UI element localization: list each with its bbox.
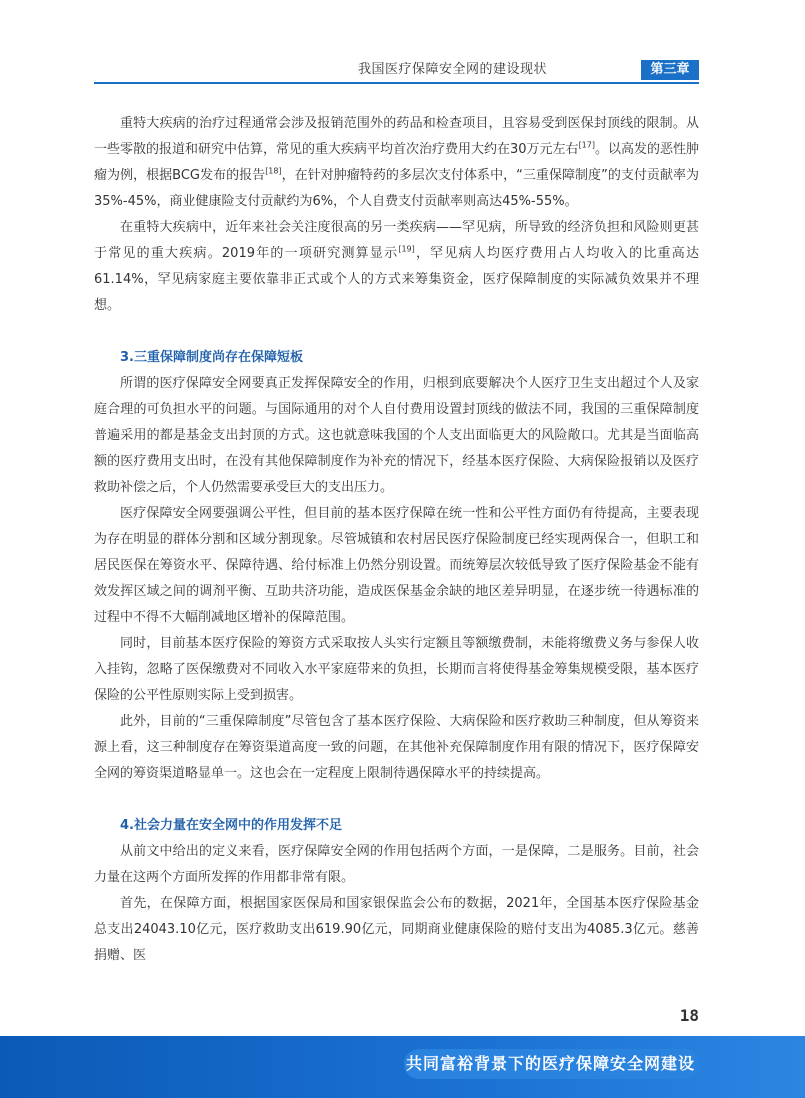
reference-18: [18]: [265, 166, 282, 176]
paragraph-3: 所谓的医疗保障安全网要真正发挥保障安全的作用，归根到底要解决个人医疗卫生支出超过个人及家庭合理的可负担水平的问题。与国际通用的对个人自付费用设置封顶线的做法不同，我国的三重保障制度普遍采用的都是基金支出封顶的方式。这也就意味我国的个人支出面临更大的风险敞口。尤其是当面临高额的医疗费用支出时，在没有其他保障制度作为补充的情况下，经基本医疗保险、大病保险报销以及医疗救助补偿之后，个人仍然需要承受巨大的支出压力。: [94, 376, 699, 495]
page-number: 18: [679, 1006, 699, 1025]
body-text: [94, 111, 699, 969]
footer-title: 共同富裕背景下的医疗保障安全网建设: [405, 1054, 695, 1073]
section-gap: [94, 319, 699, 345]
paragraph-1: 重特大疾病的治疗过程通常会涉及报销范围外的药品和检查项目，且容易受到医保封顶线的限制。从一些零散的报道和研究中估算，常见的重大疾病平均首次治疗费用大约在30万元左右[17]。以高发的恶性肿瘤为例，根据BCG发布的报告[18]，在针对肿瘤特药的多层次支付体系中，“三重保障制度”的支付贡献率为35%-45%，商业健康险支付贡献约为6%，个人自费支付贡献率则高达45%-55%。: [94, 116, 699, 209]
section-heading-4: 4.社会力量在安全网中的作用发挥不足: [120, 818, 342, 833]
paragraph-8: 首先，在保障方面，根据国家医保局和国家银保监会公布的数据，2021年，全国基本医疗保险基金总支出24043.10亿元，医疗救助支出619.90亿元，同期商业健康保险的赔付支出为4085.3亿元。慈善捐赠、医: [94, 896, 699, 963]
paragraph-6: 此外，目前的“三重保障制度”尽管包含了基本医疗保险、大病保险和医疗救助三种制度，但从筹资来源上看，这三种制度存在筹资渠道高度一致的问题，在其他补充保障制度作用有限的情况下，医疗保障安全网的筹资渠道略显单一。这也会在一定程度上限制待遇保障水平的持续提高。: [94, 714, 699, 781]
header-title: 我国医疗保障安全网的建设现状: [357, 62, 547, 77]
header-rule: [94, 82, 699, 84]
paragraph-5: 同时，目前基本医疗保险的筹资方式采取按人头实行定额且等额缴费制，未能将缴费义务与参保人收入挂钩，忽略了医保缴费对不同收入水平家庭带来的负担，长期而言将使得基金筹集规模受限，基本医疗保险的公平性原则实际上受到损害。: [94, 636, 699, 703]
paragraph-7: 从前文中给出的定义来看，医疗保障安全网的作用包括两个方面，一是保障，二是服务。目前，社会力量在这两个方面所发挥的作用都非常有限。: [94, 844, 699, 885]
reference-17: [17]: [578, 140, 595, 150]
paragraph-2: 在重特大疾病中，近年来社会关注度很高的另一类疾病——罕见病，所导致的经济负担和风险则更甚于常见的重大疾病。2019年的一项研究测算显示[19]，罕见病人均医疗费用占人均收入的比重高达61.14%，罕见病家庭主要依靠非正式或个人的方式来筹集资金，医疗保障制度的实际减负效果并不理想。: [94, 220, 699, 313]
paragraph-4: 医疗保障安全网要强调公平性，但目前的基本医疗保障在统一性和公平性方面仍有待提高，主要表现为存在明显的群体分割和区域分割现象。尽管城镇和农村居民医疗保险制度已经实现两保合一，但职工和居民医保在筹资水平、保障待遇、给付标准上仍然分别设置。而统筹层次较低导致了医疗保险基金不能有效发挥区域之间的调剂平衡、互助共济功能，造成医保基金余缺的地区差异明显，在逐步统一待遇标准的过程中不得不大幅削减地区增补的保障范围。: [94, 506, 699, 625]
section-heading-3: 3.三重保障制度尚存在保障短板: [120, 350, 303, 365]
section-gap: [94, 787, 699, 813]
running-header: [94, 60, 699, 82]
reference-19: [19]: [398, 244, 415, 254]
chapter-badge: 第三章: [641, 60, 699, 80]
